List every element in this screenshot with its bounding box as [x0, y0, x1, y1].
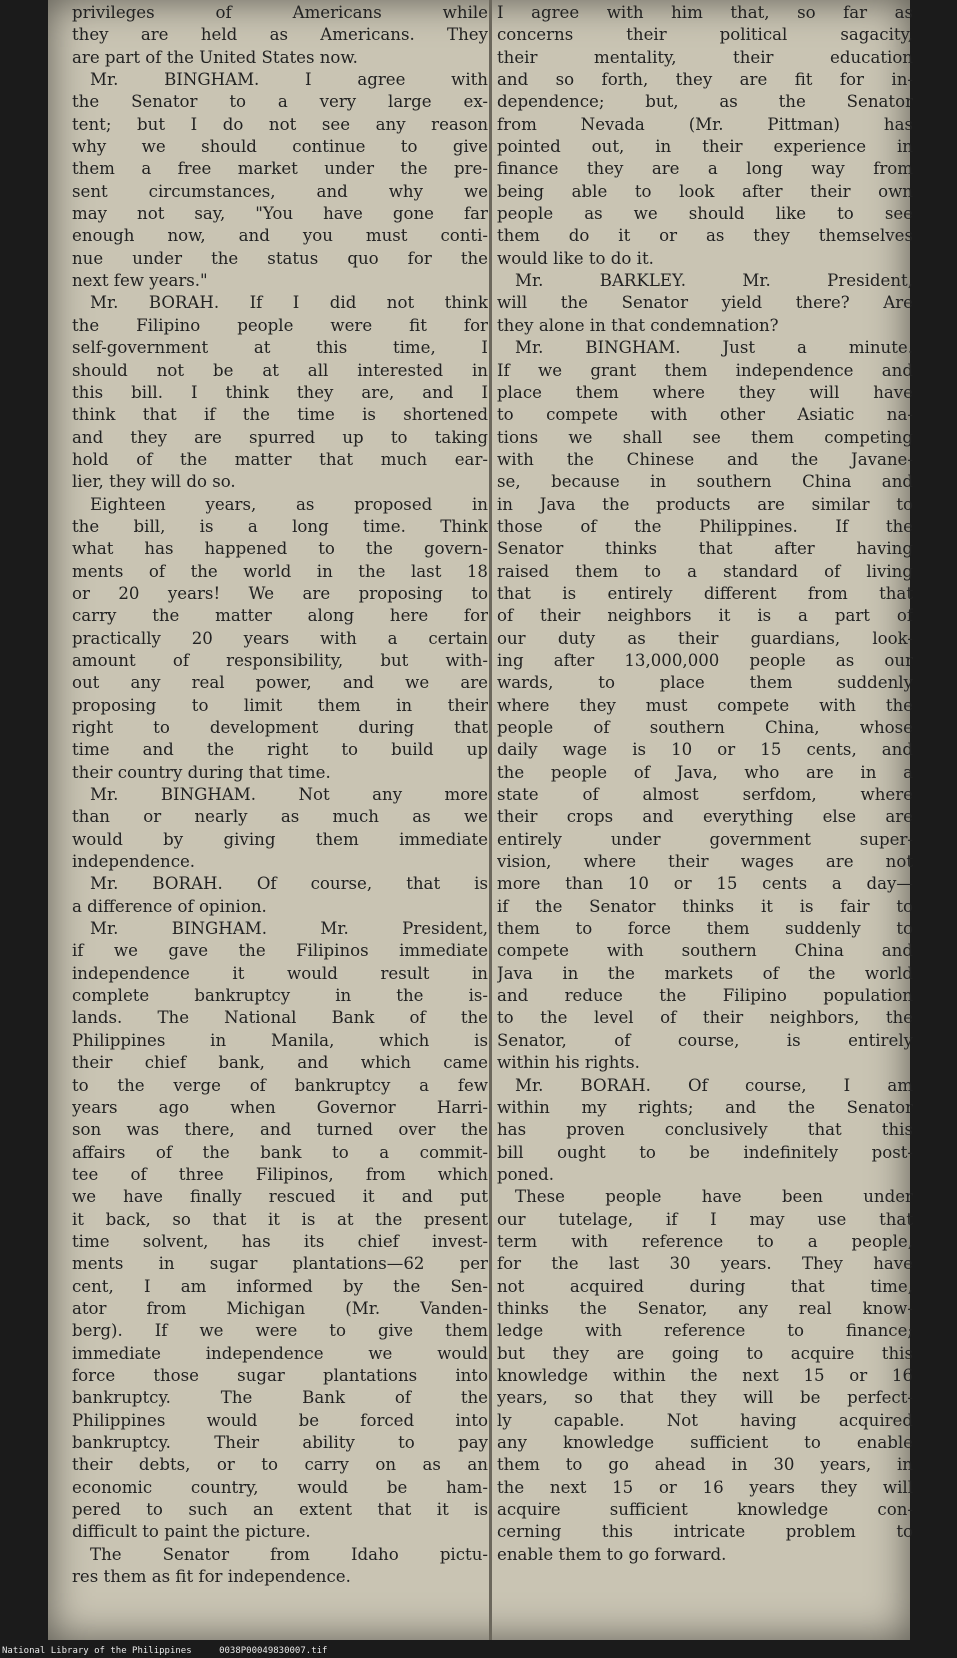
text-line: would like to do it.	[497, 248, 654, 268]
text-line: but they are going to acquire this	[497, 1343, 913, 1363]
text-line: think that if the time is shortened	[72, 405, 488, 425]
text-line: those of the Philippines. If the	[497, 516, 913, 536]
text-line: they are held as Americans. They	[72, 25, 488, 45]
text-line: knowledge within the next 15 or 16	[497, 1365, 913, 1385]
text-line: that is entirely different from that	[497, 583, 913, 603]
text-line: enough now, and you must conti-	[72, 226, 488, 246]
text-line: practically 20 years with a certain	[72, 628, 488, 648]
text-line: The Senator from Idaho pictu-	[90, 1544, 488, 1564]
text-line: Mr. BORAH. If I did not think	[90, 293, 488, 313]
text-line: being able to look after their own	[497, 181, 913, 201]
text-line: and reduce the Filipino population	[497, 986, 913, 1006]
text-line: poned.	[497, 1164, 555, 1184]
text-line: raised them to a standard of living	[497, 561, 913, 581]
text-line: years ago when Governor Harri-	[72, 1097, 488, 1117]
text-line: entirely under government super-	[497, 829, 913, 849]
text-line: time and the right to build up	[72, 740, 488, 760]
text-line: them a free market under the pre-	[72, 159, 488, 179]
text-line: the Senator to a very large ex-	[72, 92, 488, 112]
library-credit: National Library of the Philippines	[2, 1646, 192, 1656]
text-line: Java in the markets of the world	[497, 963, 913, 983]
text-line: term with reference to a people,	[497, 1231, 913, 1251]
text-line: daily wage is 10 or 15 cents, and	[497, 740, 913, 760]
text-line: with the Chinese and the Javane-	[497, 449, 913, 469]
text-line: from Nevada (Mr. Pittman) has	[497, 114, 913, 134]
text-line: within my rights; and the Senator	[497, 1097, 913, 1117]
text-line: to the level of their neighbors, the	[497, 1008, 913, 1028]
text-line: them to go ahead in 30 years, in	[497, 1455, 913, 1475]
text-line: If we grant them independence and	[497, 360, 913, 380]
text-line: wards, to place them suddenly	[497, 673, 913, 693]
text-line: finance they are a long way from	[497, 159, 913, 179]
text-line: ly capable. Not having acquired	[497, 1410, 913, 1430]
text-line: our duty as their guardians, look-	[497, 628, 913, 648]
text-line: cent, I am informed by the Sen-	[72, 1276, 488, 1296]
text-line: carry the matter along here for	[72, 606, 488, 626]
text-line: where they must compete with the	[497, 695, 913, 715]
text-line: their debts, or to carry on as an	[72, 1455, 488, 1475]
text-line: sent circumstances, and why we	[72, 181, 488, 201]
text-line: privileges of Americans while	[72, 3, 488, 22]
text-line: Mr. BINGHAM. Not any more	[90, 785, 488, 805]
text-line: may not say, "You have gone far	[72, 204, 488, 224]
text-line: lands. The National Bank of the	[72, 1008, 488, 1028]
text-line: These people have been under	[515, 1187, 913, 1207]
text-line: Mr. BARKLEY. Mr. President,	[515, 271, 913, 291]
text-line: bankruptcy. The Bank of the	[72, 1388, 488, 1408]
text-line: within his rights.	[497, 1053, 640, 1073]
file-name: 0038P00049830007.tif	[219, 1646, 328, 1656]
text-line: affairs of the bank to a commit-	[72, 1142, 488, 1162]
text-line: if we gave the Filipinos immediate	[72, 941, 488, 961]
text-line: ing after 13,000,000 people as our	[497, 650, 913, 670]
text-line: Mr. BINGHAM. Mr. President,	[90, 919, 488, 939]
text-line: any knowledge sufficient to enable	[497, 1433, 913, 1452]
text-line: for the last 30 years. They have	[497, 1254, 913, 1274]
text-line: than or nearly as much as we	[72, 807, 488, 827]
text-line: berg). If we were to give them	[72, 1321, 488, 1341]
text-line: Senator, of course, is entirely	[497, 1030, 913, 1050]
text-line: enable them to go forward.	[497, 1544, 727, 1564]
text-line: to the verge of bankruptcy a few	[72, 1075, 488, 1095]
text-line: independence it would result in	[72, 963, 488, 983]
text-line: son was there, and turned over the	[72, 1120, 488, 1140]
text-line: Philippines would be forced into	[72, 1410, 488, 1430]
text-line: state of almost serfdom, where	[497, 785, 913, 805]
text-line: to compete with other Asiatic na-	[497, 405, 913, 425]
text-line: ledge with reference to finance;	[497, 1321, 913, 1341]
text-line: place them where they will have	[497, 382, 913, 402]
text-line: complete bankruptcy in the is-	[72, 986, 488, 1006]
text-line: more than 10 or 15 cents a day—	[497, 874, 913, 894]
text-line: Mr. BINGHAM. Just a minute.	[515, 338, 913, 358]
text-line: ments in sugar plantations—62 per	[72, 1254, 488, 1274]
text-line: will the Senator yield there? Are	[497, 293, 913, 313]
text-line: tions we shall see them competing	[497, 427, 913, 447]
text-line: immediate independence we would	[72, 1343, 488, 1363]
text-line: why we should continue to give	[72, 137, 488, 157]
text-line: ments of the world in the last 18	[72, 561, 488, 581]
text-line: has proven conclusively that this	[497, 1120, 913, 1140]
text-line: pointed out, in their experience in	[497, 137, 913, 157]
text-line: they alone in that condemnation?	[497, 315, 779, 335]
text-line: lier, they will do so.	[72, 472, 236, 492]
left-column	[72, 2, 488, 1634]
text-line: people as we should like to see	[497, 204, 913, 224]
text-line: force those sugar plantations into	[72, 1365, 488, 1385]
text-line: of their neighbors it is a part of	[497, 606, 913, 626]
text-line: proposing to limit them in their	[72, 695, 488, 715]
text-line: are part of the United States now.	[72, 47, 358, 67]
text-line: Mr. BINGHAM. I agree with	[90, 70, 488, 90]
text-line: res them as fit for independence.	[72, 1567, 351, 1587]
text-line: economic country, would be ham-	[72, 1477, 488, 1497]
right-column	[497, 2, 913, 1634]
text-line: not acquired during that time,	[497, 1276, 913, 1296]
text-line: dependence; but, as the Senator	[497, 92, 913, 112]
text-line: Philippines in Manila, which is	[72, 1030, 488, 1050]
text-line: Mr. BORAH. Of course, that is	[90, 874, 488, 894]
text-line: the next 15 or 16 years they will	[497, 1477, 913, 1497]
text-line: their crops and everything else are	[497, 807, 913, 827]
text-line: bill ought to be indefinitely post-	[497, 1142, 913, 1162]
text-line: the bill, is a long time. Think	[72, 516, 488, 536]
text-line: years, so that they will be perfect-	[497, 1388, 913, 1408]
text-line: pered to such an extent that it is	[72, 1500, 488, 1520]
text-line: tent; but I do not see any reason	[72, 114, 488, 134]
text-line: it back, so that it is at the present	[72, 1209, 488, 1229]
text-line: acquire sufficient knowledge con-	[497, 1500, 913, 1520]
text-line: hold of the matter that much ear-	[72, 449, 488, 469]
text-line: would by giving them immediate	[72, 829, 488, 849]
text-line: cerning this intricate problem to	[497, 1522, 913, 1542]
text-line: and they are spurred up to taking	[72, 427, 488, 447]
text-line: Mr. BORAH. Of course, I am	[515, 1075, 913, 1095]
text-line: vision, where their wages are not	[497, 852, 913, 872]
text-line: Eighteen years, as proposed in	[90, 494, 488, 514]
scan-footer	[2, 1644, 349, 1658]
text-line: should not be at all interested in	[72, 360, 488, 380]
text-line: or 20 years! We are proposing to	[72, 583, 488, 603]
text-line: what has happened to the govern-	[72, 539, 488, 559]
text-line: time solvent, has its chief invest-	[72, 1231, 488, 1251]
text-line: amount of responsibility, but with-	[72, 650, 488, 670]
text-line: we have finally rescued it and put	[72, 1187, 488, 1207]
text-line: and so forth, they are fit for in-	[497, 70, 913, 90]
text-line: tee of three Filipinos, from which	[72, 1164, 488, 1184]
text-line: Senator thinks that after having	[497, 539, 913, 559]
text-line: their mentality, their education	[497, 47, 913, 67]
text-line: difficult to paint the picture.	[72, 1522, 311, 1542]
text-line: their chief bank, and which came	[72, 1053, 488, 1073]
text-line: people of southern China, whose	[497, 718, 913, 737]
text-line: bankruptcy. Their ability to pay	[72, 1433, 488, 1452]
text-line: them do it or as they themselves	[497, 226, 913, 246]
text-line: right to development during that	[72, 718, 488, 737]
text-line: concerns their political sagacity,	[497, 25, 913, 45]
text-line: se, because in southern China and	[497, 472, 913, 492]
text-line: next few years."	[72, 271, 208, 291]
text-line: our tutelage, if I may use that	[497, 1209, 913, 1229]
text-line: in Java the products are similar to	[497, 494, 913, 514]
text-line: independence.	[72, 852, 196, 872]
text-line: the Filipino people were fit for	[72, 315, 488, 335]
text-line: this bill. I think they are, and I	[72, 382, 488, 402]
text-line: ator from Michigan (Mr. Vanden-	[72, 1298, 488, 1318]
text-line: the people of Java, who are in a	[497, 762, 913, 782]
text-line: a difference of opinion.	[72, 896, 267, 916]
text-line: out any real power, and we are	[72, 673, 488, 693]
text-line: self-government at this time, I	[72, 338, 488, 358]
text-line: compete with southern China and	[497, 941, 913, 961]
text-line: nue under the status quo for the	[72, 248, 488, 268]
text-line: if the Senator thinks it is fair to	[497, 896, 913, 916]
text-line: their country during that time.	[72, 762, 331, 782]
text-line: I agree with him that, so far as	[497, 3, 913, 22]
text-line: thinks the Senator, any real know-	[497, 1298, 913, 1318]
column-divider	[489, 0, 492, 1640]
text-line: them to force them suddenly to	[497, 919, 913, 939]
